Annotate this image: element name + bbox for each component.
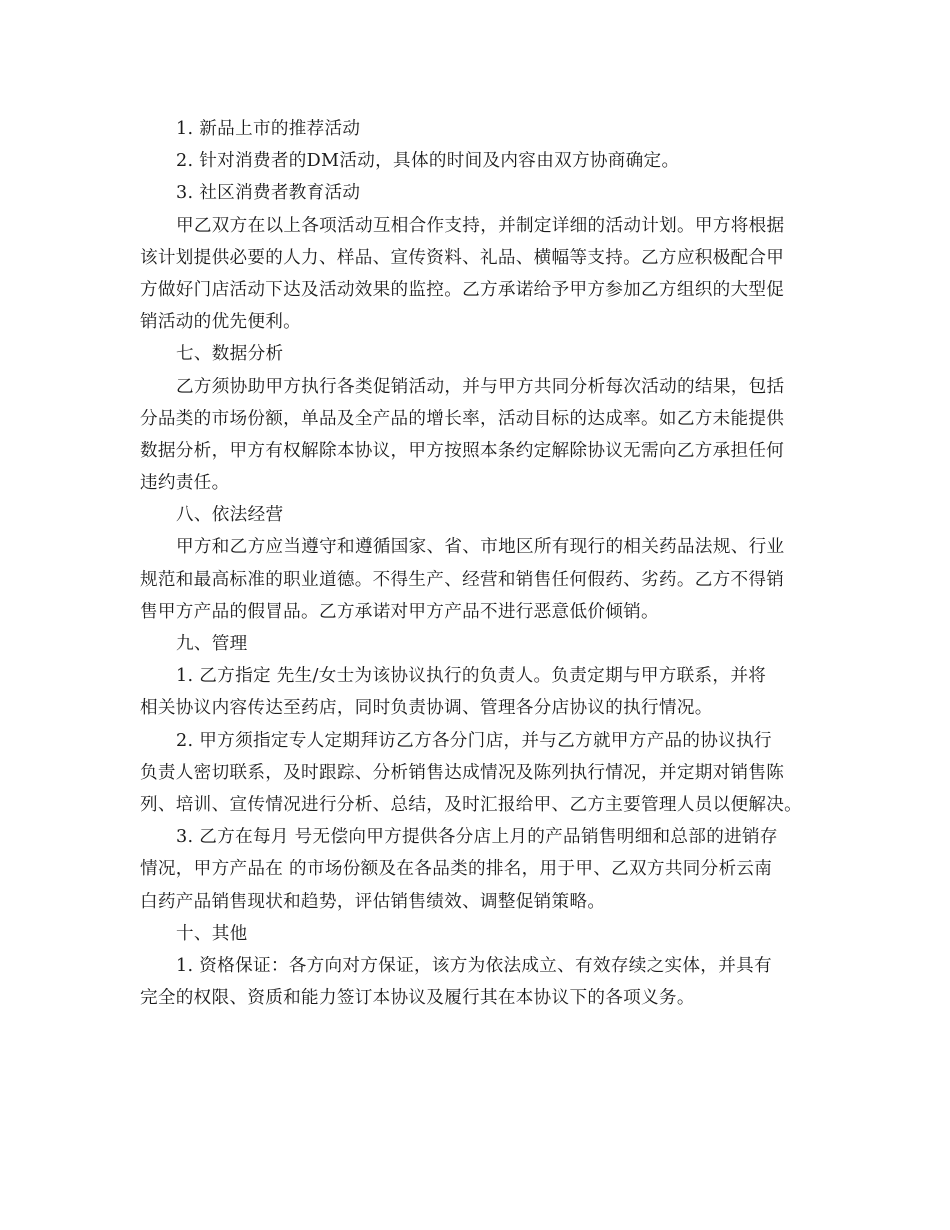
text-line: 甲方和乙方应当遵守和遵循国家、省、市地区所有现行的相关药品法规、行业 [176, 537, 785, 558]
text-line: 该计划提供必要的人力、样品、宣传资料、礼品、横幅等支持。乙方应积极配合甲 [140, 247, 785, 268]
text-line: 3. 社区消费者教育活动 [176, 183, 361, 204]
text-line: 相关协议内容传达至药店，同时负责协调、管理各分店协议的执行情况。 [140, 698, 713, 719]
text-line: 1. 新品上市的推荐活动 [176, 119, 361, 139]
text-line: 九、管理 [176, 634, 248, 654]
text-line: 售甲方产品的假冒品。乙方承诺对甲方产品不进行恶意低价倾销。 [140, 601, 659, 622]
text-line: 十、其他 [176, 923, 248, 944]
text-line: 销活动的优先便利。 [140, 312, 302, 333]
text-line: 1. 资格保证：各方向对方保证，该方为依法成立、有效存续之实体，并具有 [176, 955, 772, 976]
text-line: 列、培训、宣传情况进行分析、总结，及时汇报给甲、乙方主要管理人员以便解决。 [140, 794, 803, 815]
text-line: 规范和最高标准的职业道德。不得生产、经营和销售任何假药、劣药。乙方不得销 [140, 569, 785, 590]
text-line: 负责人密切联系，及时跟踪、分析销售达成情况及陈列执行情况，并定期对销售陈 [140, 762, 785, 783]
text-line: 七、数据分析 [176, 344, 284, 365]
text-line: 方做好门店活动下达及活动效果的监控。乙方承诺给予甲方参加乙方组织的大型促 [140, 279, 785, 300]
text-line: 分品类的市场份额，单品及全产品的增长率，活动目标的达成率。如乙方未能提供 [140, 408, 785, 429]
document-body [140, 113, 820, 1014]
text-line: 八、依法经营 [176, 505, 284, 526]
text-line: 1. 乙方指定 先生/女士为该协议执行的负责人。负责定期与甲方联系，并将 [176, 666, 767, 687]
text-line: 完全的权限、资质和能力签订本协议及履行其在本协议下的各项义务。 [140, 988, 695, 1009]
text-line: 白药产品销售现状和趋势，评估销售绩效、调整促销策略。 [140, 891, 606, 912]
text-line: 违约责任。 [140, 473, 230, 494]
text-line: 情况，甲方产品在 的市场份额及在各品类的排名，用于甲、乙双方共同分析云南 [140, 859, 773, 880]
text-line: 2. 甲方须指定专人定期拜访乙方各分门店，并与乙方就甲方产品的协议执行 [176, 730, 772, 751]
text-line: 乙方须协助甲方执行各类促销活动，并与甲方共同分析每次活动的结果，包括 [176, 376, 785, 397]
text-line: 甲乙双方在以上各项活动互相合作支持，并制定详细的活动计划。甲方将根据 [176, 215, 785, 236]
text-line: 3. 乙方在每月 号无偿向甲方提供各分店上月的产品销售明细和总部的进销存 [176, 827, 778, 848]
text-line: 2. 针对消费者的DM活动，具体的时间及内容由双方协商确定。 [176, 151, 680, 172]
text-line: 数据分析，甲方有权解除本协议，甲方按照本条约定解除协议无需向乙方承担任何 [140, 440, 785, 461]
